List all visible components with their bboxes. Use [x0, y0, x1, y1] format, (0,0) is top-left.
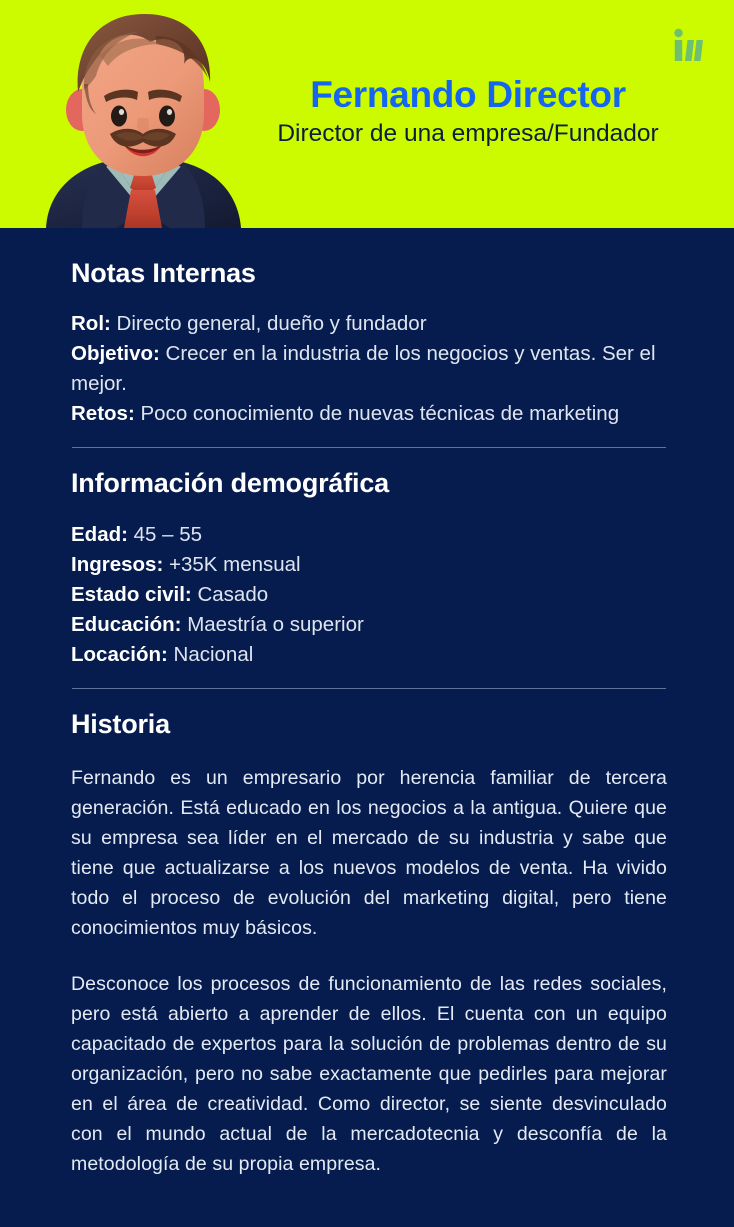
card-header — [0, 0, 734, 228]
story-paragraph: Desconoce los procesos de funcionamiento de las redes sociales, pero está abierto a aprender de ellos. El cuenta con un equipo capacitado de expertos para la solución de problemas dentro de su organización, pero no sabe exactamente que pedirles para mejorar en el área de creatividad. Como director, se siente desvinculado con el mundo actual de la mercadotecnia y desconfía de la metodología de su propia empresa. — [71, 973, 667, 1176]
persona-avatar-illustration — [38, 6, 248, 228]
story-heading: Historia — [71, 708, 170, 739]
persona-name: Fernando Director — [310, 74, 626, 115]
field-label: Ingresos: — [71, 552, 164, 576]
field-label: Educación: — [71, 612, 182, 636]
list-item — [71, 339, 667, 399]
section-story — [71, 708, 667, 1179]
list-item — [71, 550, 667, 580]
field-label: Rol: — [71, 312, 111, 336]
field-label: Estado civil: — [71, 582, 192, 606]
field-label: Objetivo: — [71, 342, 160, 366]
demographics-heading: Información demográfica — [71, 468, 389, 499]
persona-identity — [228, 74, 708, 149]
field-label: Edad: — [71, 522, 128, 546]
field-value: Directo general, dueño y fundador — [110, 312, 427, 336]
list-item — [71, 309, 667, 339]
section-internal-notes — [71, 257, 667, 429]
field-label: Retos: — [71, 402, 135, 426]
field-value: Poco conocimiento de nuevas técnicas de marketing — [134, 402, 620, 426]
list-item — [71, 580, 667, 610]
list-item — [71, 520, 667, 550]
demographics-list — [71, 520, 667, 670]
list-item — [71, 640, 667, 670]
section-demographics — [71, 467, 667, 669]
field-label: Locación: — [71, 642, 168, 666]
card-body — [0, 228, 734, 1227]
section-divider — [72, 688, 666, 689]
list-item — [71, 399, 667, 429]
list-item — [71, 610, 667, 640]
field-value: +35K mensual — [163, 552, 301, 576]
story-paragraph: Fernando es un empresario por herencia familiar de tercera generación. Está educado en los negocios a la antigua. Quiere que su empresa sea líder en el mercado de su industria y sabe que tiene que actualizarse a los nuevos modelos de venta. Ha vivido todo el proceso de evolución del marketing digital, pero tiene conocimientos muy básicos. — [71, 767, 667, 940]
field-value: Maestría o superior — [181, 612, 364, 636]
internal-notes-list — [71, 309, 667, 429]
field-value: 45 – 55 — [127, 522, 203, 546]
internal-notes-heading: Notas Internas — [71, 258, 256, 288]
section-divider — [72, 447, 666, 448]
field-value: Nacional — [167, 642, 254, 666]
in-logo-icon — [672, 28, 708, 62]
persona-role: Director de una empresa/Fundador — [277, 120, 659, 148]
story-body — [71, 763, 667, 1179]
field-value: Casado — [191, 582, 269, 606]
field-value: Crecer en la industria de los negocios y ventas. Ser el mejor. — [71, 342, 656, 396]
card-content — [71, 257, 667, 1179]
